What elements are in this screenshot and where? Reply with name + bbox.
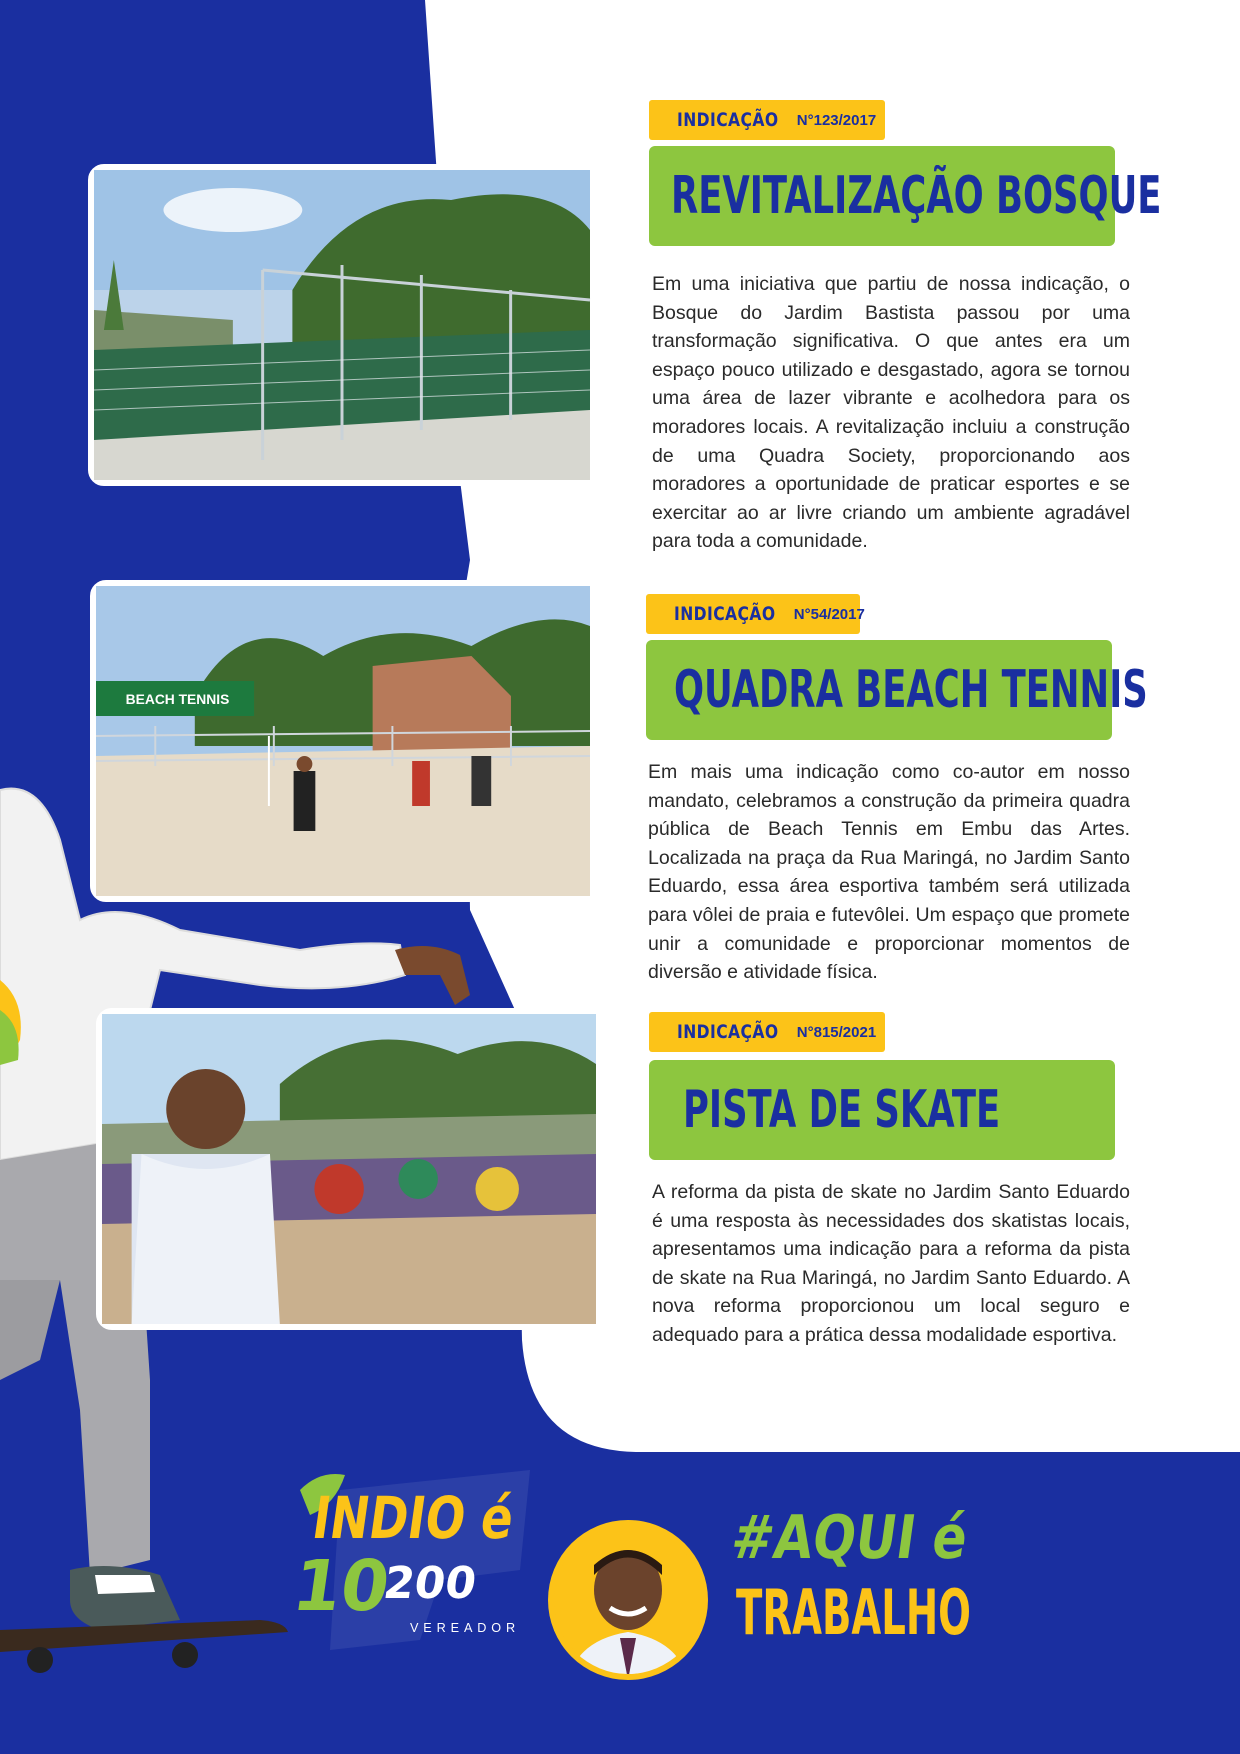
tag-word: INDICAÇÃO [674, 603, 776, 625]
section-body: A reforma da pista de skate no Jardim Santo Eduardo é uma resposta às necessidades dos skatistas locais, apresentamos uma indicação para a reforma da pista de skate na Rua Maringá, no Jardim Santo Eduardo. A nova reforma proporcionou um local seguro e adequado para a prática dessa modalidade esportiva. [652, 1181, 1130, 1346]
tag-word: INDICAÇÃO [677, 109, 779, 131]
logo-number-small: 200 [380, 1558, 480, 1609]
logo-line1: INDIO é [308, 1484, 567, 1552]
title-box-2 [646, 640, 1148, 740]
logo-role: VEREADOR [410, 1620, 520, 1635]
slogan-line1: #AQUI é [727, 1503, 1018, 1573]
tag-word: INDICAÇÃO [677, 1021, 779, 1043]
slogan-aqui-e-trabalho [727, 1496, 1018, 1666]
section-title: QUADRA BEACH TENNIS [674, 660, 1148, 720]
tag-number: N°54/2017 [793, 605, 865, 623]
title-box-1 [649, 146, 1162, 246]
indicacao-tag-2 [646, 594, 865, 634]
title-box-3 [649, 1060, 1115, 1160]
tag-number: N°815/2021 [796, 1023, 877, 1041]
indicacao-tag-1 [649, 100, 885, 140]
photo-quadra-beach-tennis [90, 580, 596, 902]
candidate-logo [287, 1470, 567, 1660]
indicacao-tag-3 [649, 1012, 885, 1052]
section-title: REVITALIZAÇÃO BOSQUE [671, 166, 1162, 226]
section-body: Em uma iniciativa que partiu de nossa indicação, o Bosque do Jardim Bastista passou por uma transformação significativa. O que antes era um espaço pouco utilizado e desgastado, agora se tornou uma área de lazer vibrante e acolhedora para os moradores locais. A revitalização incluiu a construção de uma Quadra Society, proporcionando aos moradores a oportunidade de praticar esportes e se exercitar ao ar livre criando um ambiente agradável para toda a comunidade. [652, 273, 1130, 553]
logo-number-big: 10 [287, 1545, 397, 1627]
section-body: Em mais uma indicação como co-autor em nosso mandato, celebramos a construção da primeira quadra pública de Beach Tennis em Embu das Artes. Localizada na praça da Rua Maringá, no Jardim Santo Eduardo, essa área esportiva também será utilizada para vôlei de praia e futevôlei. Um espaço que promete unir a comunidade e proporcionar momentos de diversão e atividade física. [648, 761, 1130, 984]
slogan-line2: TRABALHO [736, 1576, 971, 1649]
tag-number: N°123/2017 [796, 111, 877, 129]
photo-pista-de-skate [96, 1008, 602, 1330]
beach-tennis-sign: BEACH TENNIS [125, 690, 230, 708]
photo-bosque-quadra-society [88, 164, 596, 486]
candidate-portrait [548, 1520, 708, 1680]
section-title: PISTA DE SKATE [683, 1080, 1001, 1140]
